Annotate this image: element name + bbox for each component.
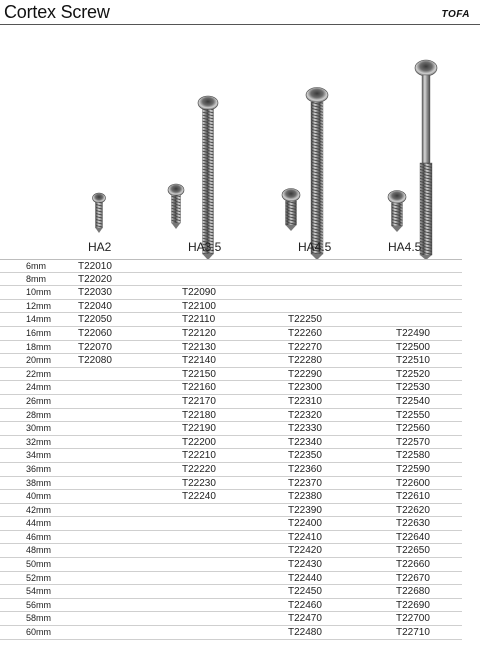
ha45-code-cell: T22460 bbox=[288, 599, 322, 611]
ha2-code-cell: T22020 bbox=[78, 273, 112, 285]
ha45-code-cell: T22430 bbox=[288, 559, 322, 571]
table-row bbox=[0, 463, 462, 477]
ha45-code-cell: T22470 bbox=[288, 613, 322, 625]
ha45-cancellous-code-cell: T22580 bbox=[396, 450, 430, 462]
length-cell: 54mm bbox=[26, 586, 52, 597]
ha45-code-cell: T22450 bbox=[288, 586, 322, 598]
ha45-code-cell: T22300 bbox=[288, 382, 322, 394]
length-cell: 32mm bbox=[26, 436, 52, 447]
ha45-cancellous-code-cell: T22620 bbox=[396, 504, 430, 516]
length-cell: 42mm bbox=[26, 504, 52, 515]
ha35-code-cell: T22180 bbox=[182, 409, 216, 421]
length-cell: 48mm bbox=[26, 545, 52, 556]
table-row bbox=[0, 327, 462, 341]
length-cell: 28mm bbox=[26, 409, 52, 420]
length-cell: 22mm bbox=[26, 368, 52, 379]
ha45-code-cell: T22270 bbox=[288, 341, 322, 353]
screw-ha35-long bbox=[198, 96, 218, 260]
table-row bbox=[0, 381, 462, 395]
page-title: Cortex Screw bbox=[4, 2, 110, 22]
length-cell: 34mm bbox=[26, 450, 52, 461]
table-row bbox=[0, 531, 462, 545]
table-row bbox=[0, 572, 462, 586]
ha45-code-cell: T22350 bbox=[288, 450, 322, 462]
table-row bbox=[0, 436, 462, 450]
length-cell: 6mm bbox=[26, 261, 46, 271]
length-cell: 58mm bbox=[26, 613, 52, 624]
table-row bbox=[0, 354, 462, 368]
length-cell: 18mm bbox=[26, 341, 52, 352]
ha45-code-cell: T22320 bbox=[288, 409, 322, 421]
ha45-cancellous-code-cell: T22550 bbox=[396, 409, 430, 421]
ha45-cancellous-code-cell: T22490 bbox=[396, 327, 430, 339]
ha45-cancellous-code-cell: T22510 bbox=[396, 355, 430, 367]
ha45-code-cell: T22410 bbox=[288, 531, 322, 543]
length-cell: 60mm bbox=[26, 627, 52, 638]
ha45-code-cell: T22420 bbox=[288, 545, 322, 557]
table-row bbox=[0, 313, 462, 327]
screw-ha2 bbox=[93, 193, 106, 233]
length-cell: 46mm bbox=[26, 531, 52, 542]
ha35-code-cell: T22140 bbox=[182, 355, 216, 367]
ha45-code-cell: T22250 bbox=[288, 314, 322, 326]
ha45-code-cell: T22340 bbox=[288, 436, 322, 448]
ha2-code-cell: T22050 bbox=[78, 314, 112, 326]
length-cell: 20mm bbox=[26, 355, 52, 366]
ha35-code-cell: T22170 bbox=[182, 395, 216, 407]
series-label-ha2: HA2 bbox=[88, 240, 112, 254]
screw-illustration bbox=[0, 30, 480, 260]
screw-ha45-long bbox=[306, 88, 328, 261]
ha45-code-cell: T22400 bbox=[288, 518, 322, 530]
table-row bbox=[0, 626, 462, 640]
catalog-table bbox=[0, 259, 462, 640]
length-cell: 50mm bbox=[26, 559, 52, 570]
ha35-code-cell: T22240 bbox=[182, 491, 216, 503]
table-row bbox=[0, 612, 462, 626]
ha45-code-cell: T22290 bbox=[288, 368, 322, 380]
ha45-code-cell: T22480 bbox=[288, 627, 322, 639]
table-row bbox=[0, 544, 462, 558]
table-row bbox=[0, 585, 462, 599]
table-row bbox=[0, 341, 462, 355]
ha45-code-cell: T22260 bbox=[288, 327, 322, 339]
length-cell: 8mm bbox=[26, 273, 46, 284]
length-cell: 56mm bbox=[26, 599, 52, 610]
ha45-code-cell: T22390 bbox=[288, 504, 322, 516]
ha45-cancellous-code-cell: T22640 bbox=[396, 531, 430, 543]
table-row bbox=[0, 395, 462, 409]
ha45-code-cell: T22370 bbox=[288, 477, 322, 489]
ha35-code-cell: T22100 bbox=[182, 300, 216, 312]
table-row bbox=[0, 368, 462, 382]
ha45-code-cell: T22440 bbox=[288, 572, 322, 584]
ha45-code-cell: T22280 bbox=[288, 355, 322, 367]
ha35-code-cell: T22200 bbox=[182, 436, 216, 448]
length-cell: 16mm bbox=[26, 327, 52, 338]
table-row bbox=[0, 558, 462, 572]
length-cell: 24mm bbox=[26, 382, 52, 393]
table-row bbox=[0, 300, 462, 314]
ha2-code-cell: T22040 bbox=[78, 300, 112, 312]
table-row bbox=[0, 449, 462, 463]
ha35-code-cell: T22160 bbox=[182, 382, 216, 394]
ha45-cancellous-code-cell: T22670 bbox=[396, 572, 430, 584]
table-row bbox=[0, 286, 462, 300]
ha2-code-cell: T22080 bbox=[78, 355, 112, 367]
length-cell: 14mm bbox=[26, 314, 52, 325]
table-row bbox=[0, 599, 462, 613]
table-row bbox=[0, 504, 462, 518]
ha2-code-cell: T22030 bbox=[78, 287, 112, 299]
ha2-code-cell: T22010 bbox=[78, 261, 112, 272]
header-divider bbox=[0, 24, 480, 25]
length-cell: 40mm bbox=[26, 491, 52, 502]
ha2-code-cell: T22070 bbox=[78, 341, 112, 353]
length-cell: 26mm bbox=[26, 395, 52, 406]
length-cell: 52mm bbox=[26, 572, 52, 583]
ha45-cancellous-code-cell: T22600 bbox=[396, 477, 430, 489]
table-row bbox=[0, 477, 462, 491]
table-row bbox=[0, 259, 462, 273]
length-cell: 10mm bbox=[26, 287, 52, 298]
table-row bbox=[0, 273, 462, 287]
ha35-code-cell: T22210 bbox=[182, 450, 216, 462]
ha35-code-cell: T22150 bbox=[182, 368, 216, 380]
ha45-code-cell: T22380 bbox=[288, 491, 322, 503]
ha35-code-cell: T22130 bbox=[182, 341, 216, 353]
table-row bbox=[0, 490, 462, 504]
screw-ha45b-long bbox=[415, 60, 437, 260]
ha45-cancellous-code-cell: T22610 bbox=[396, 491, 430, 503]
ha45-cancellous-code-cell: T22570 bbox=[396, 436, 430, 448]
ha45-code-cell: T22360 bbox=[288, 463, 322, 475]
screw-ha45b-short bbox=[388, 191, 406, 233]
ha45-cancellous-code-cell: T22500 bbox=[396, 341, 430, 353]
page-header bbox=[0, 0, 480, 26]
ha45-cancellous-code-cell: T22590 bbox=[396, 463, 430, 475]
ha45-code-cell: T22330 bbox=[288, 423, 322, 435]
length-cell: 30mm bbox=[26, 423, 52, 434]
ha45-cancellous-code-cell: T22530 bbox=[396, 382, 430, 394]
ha45-cancellous-code-cell: T22540 bbox=[396, 395, 430, 407]
ha45-cancellous-code-cell: T22710 bbox=[396, 627, 430, 639]
series-label-ha45: HA4.5 bbox=[298, 240, 332, 254]
ha45-cancellous-code-cell: T22650 bbox=[396, 545, 430, 557]
ha45-cancellous-code-cell: T22520 bbox=[396, 368, 430, 380]
screw-ha45-short bbox=[282, 189, 300, 232]
ha35-code-cell: T22120 bbox=[182, 327, 216, 339]
ha35-code-cell: T22190 bbox=[182, 423, 216, 435]
ha45-cancellous-code-cell: T22690 bbox=[396, 599, 430, 611]
ha45-cancellous-code-cell: T22680 bbox=[396, 586, 430, 598]
ha45-cancellous-code-cell: T22660 bbox=[396, 559, 430, 571]
length-cell: 36mm bbox=[26, 463, 52, 474]
table-row bbox=[0, 517, 462, 531]
brand-logo: TOFA bbox=[441, 9, 470, 20]
ha35-code-cell: T22230 bbox=[182, 477, 216, 489]
ha45-cancellous-code-cell: T22630 bbox=[396, 518, 430, 530]
length-cell: 44mm bbox=[26, 518, 52, 529]
ha45-cancellous-code-cell: T22700 bbox=[396, 613, 430, 625]
ha45-code-cell: T22310 bbox=[288, 395, 322, 407]
screw-ha35-short bbox=[168, 184, 184, 229]
table-row bbox=[0, 409, 462, 423]
length-cell: 12mm bbox=[26, 300, 52, 311]
ha35-code-cell: T22090 bbox=[182, 287, 216, 299]
ha45-cancellous-code-cell: T22560 bbox=[396, 423, 430, 435]
table-row bbox=[0, 422, 462, 436]
series-label-ha45-cancellous: HA4.5 bbox=[388, 240, 422, 254]
ha35-code-cell: T22220 bbox=[182, 463, 216, 475]
ha35-code-cell: T22110 bbox=[182, 314, 216, 326]
ha2-code-cell: T22060 bbox=[78, 327, 112, 339]
series-label-ha35: HA3.5 bbox=[188, 240, 222, 254]
length-cell: 38mm bbox=[26, 477, 52, 488]
